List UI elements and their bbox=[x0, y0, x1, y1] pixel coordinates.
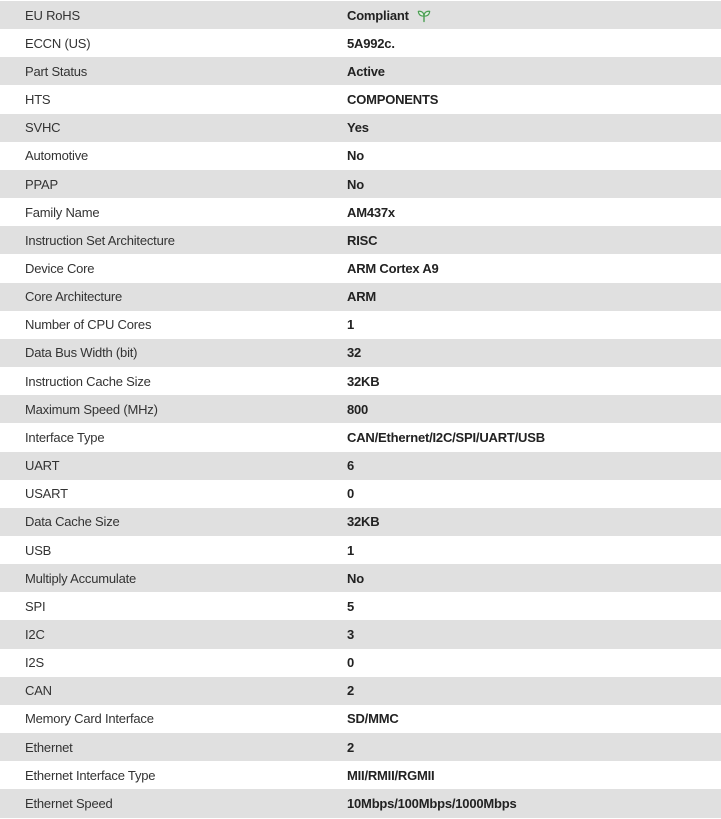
attribute-label: Memory Card Interface bbox=[25, 711, 154, 727]
attribute-label: Number of CPU Cores bbox=[25, 317, 152, 333]
attribute-value-text: Yes bbox=[347, 120, 369, 136]
table-row bbox=[0, 592, 721, 620]
attribute-value bbox=[347, 345, 361, 360]
attribute-value-text: No bbox=[347, 570, 364, 586]
attribute-value bbox=[347, 543, 354, 558]
attribute-value bbox=[347, 233, 377, 248]
attribute-label: USART bbox=[25, 486, 68, 502]
attribute-value-text: 10Mbps/100Mbps/1000Mbps bbox=[347, 795, 517, 811]
table-row bbox=[0, 649, 721, 677]
attribute-label: Instruction Set Architecture bbox=[25, 232, 175, 248]
attribute-value-text: 800 bbox=[347, 401, 369, 417]
table-row bbox=[0, 564, 721, 592]
attribute-label: Part Status bbox=[25, 63, 88, 79]
attribute-value bbox=[347, 289, 376, 304]
attribute-value-text: 6 bbox=[347, 458, 355, 474]
attribute-label: Core Architecture bbox=[25, 289, 123, 305]
attribute-value bbox=[347, 486, 354, 501]
attribute-label: UART bbox=[25, 458, 60, 474]
eco-leaf-icon bbox=[416, 8, 432, 23]
attribute-label: PPAP bbox=[25, 176, 58, 192]
attribute-value-text: No bbox=[347, 176, 364, 192]
attribute-value-text: No bbox=[347, 148, 364, 164]
attribute-label: CAN bbox=[25, 683, 52, 699]
table-row bbox=[0, 508, 721, 536]
attribute-value-text: 1 bbox=[347, 317, 355, 333]
attribute-label: Ethernet bbox=[25, 739, 73, 755]
eco-leaf-icon bbox=[416, 8, 432, 23]
table-row bbox=[0, 536, 721, 564]
attribute-value-text: Compliant bbox=[347, 7, 409, 23]
table-row bbox=[0, 311, 721, 339]
attribute-value bbox=[347, 571, 364, 586]
table-row bbox=[0, 254, 721, 282]
attribute-label: Maximum Speed (MHz) bbox=[25, 401, 158, 417]
attribute-label: Ethernet Interface Type bbox=[25, 767, 156, 783]
attribute-label: EU RoHS bbox=[25, 7, 80, 23]
attribute-label: USB bbox=[25, 542, 52, 558]
table-row bbox=[0, 114, 721, 142]
attribute-value bbox=[347, 36, 395, 51]
table-row bbox=[0, 395, 721, 423]
attribute-value bbox=[347, 64, 385, 79]
attribute-value bbox=[347, 514, 379, 529]
attribute-value-text: 1 bbox=[347, 542, 355, 558]
attribute-label: Instruction Cache Size bbox=[25, 373, 151, 389]
attribute-value-text: Active bbox=[347, 63, 385, 79]
table-row bbox=[0, 85, 721, 113]
attribute-value-text: 0 bbox=[347, 655, 355, 671]
attribute-label: Data Cache Size bbox=[25, 514, 120, 530]
attribute-value-text: 5 bbox=[347, 598, 355, 614]
attribute-value bbox=[347, 148, 364, 163]
attribute-value bbox=[347, 8, 432, 23]
attribute-value-text: 32KB bbox=[347, 514, 380, 530]
attribute-label: Data Bus Width (bit) bbox=[25, 345, 138, 361]
attribute-value bbox=[347, 402, 368, 417]
attribute-value-text: 3 bbox=[347, 627, 355, 643]
attribute-value-text: SD/MMC bbox=[347, 711, 399, 727]
attribute-value bbox=[347, 374, 379, 389]
table-row bbox=[0, 620, 721, 648]
attribute-value-text: ARM Cortex A9 bbox=[347, 260, 439, 276]
attribute-label: HTS bbox=[25, 92, 51, 108]
table-row bbox=[0, 226, 721, 254]
attribute-value-text: ARM bbox=[347, 289, 377, 305]
table-row bbox=[0, 283, 721, 311]
attribute-value bbox=[347, 120, 369, 135]
table-row bbox=[0, 142, 721, 170]
attribute-value bbox=[347, 627, 354, 642]
attribute-value bbox=[347, 740, 354, 755]
table-row bbox=[0, 677, 721, 705]
attribute-value-text: 32KB bbox=[347, 373, 380, 389]
attribute-value bbox=[347, 768, 434, 783]
attribute-value bbox=[347, 599, 354, 614]
table-row bbox=[0, 789, 721, 817]
table-row bbox=[0, 452, 721, 480]
attribute-value bbox=[347, 317, 354, 332]
attribute-value-text: 2 bbox=[347, 683, 355, 699]
attribute-value-text: 32 bbox=[347, 345, 362, 361]
table-row bbox=[0, 705, 721, 733]
attribute-label: Ethernet Speed bbox=[25, 795, 113, 811]
table-row bbox=[0, 480, 721, 508]
attribute-value-text: 5A992c. bbox=[347, 35, 395, 51]
attribute-value bbox=[347, 711, 399, 726]
attribute-label: I2S bbox=[25, 655, 44, 671]
attribute-value bbox=[347, 92, 438, 107]
table-row bbox=[0, 1, 721, 29]
attribute-value-text: 2 bbox=[347, 739, 355, 755]
table-row bbox=[0, 367, 721, 395]
table-row bbox=[0, 339, 721, 367]
attribute-value bbox=[347, 205, 395, 220]
table-row bbox=[0, 29, 721, 57]
attribute-value bbox=[347, 458, 354, 473]
attribute-label: Automotive bbox=[25, 148, 89, 164]
attribute-label: SVHC bbox=[25, 120, 61, 136]
attribute-value bbox=[347, 655, 354, 670]
attribute-label: Family Name bbox=[25, 204, 100, 220]
attribute-label: SPI bbox=[25, 598, 46, 614]
attribute-value-text: RISC bbox=[347, 232, 378, 248]
attribute-label: Multiply Accumulate bbox=[25, 570, 137, 586]
attribute-value bbox=[347, 683, 354, 698]
attribute-value bbox=[347, 261, 439, 276]
table-row bbox=[0, 57, 721, 85]
attribute-value-text: COMPONENTS bbox=[347, 92, 439, 108]
attribute-value bbox=[347, 796, 517, 811]
attribute-label: Interface Type bbox=[25, 429, 105, 445]
attribute-value-text: 0 bbox=[347, 486, 355, 502]
table-row bbox=[0, 423, 721, 451]
table-row bbox=[0, 198, 721, 226]
attribute-value-text: CAN/Ethernet/I2C/SPI/UART/USB bbox=[347, 429, 545, 445]
attribute-value bbox=[347, 430, 545, 445]
table-row bbox=[0, 733, 721, 761]
attribute-label: Device Core bbox=[25, 260, 95, 276]
attribute-value bbox=[347, 177, 364, 192]
table-row bbox=[0, 170, 721, 198]
attribute-value-text: AM437x bbox=[347, 204, 395, 220]
table-row bbox=[0, 761, 721, 789]
attribute-value-text: MII/RMII/RGMII bbox=[347, 767, 435, 783]
attribute-label: ECCN (US) bbox=[25, 35, 91, 51]
attribute-label: I2C bbox=[25, 627, 45, 643]
